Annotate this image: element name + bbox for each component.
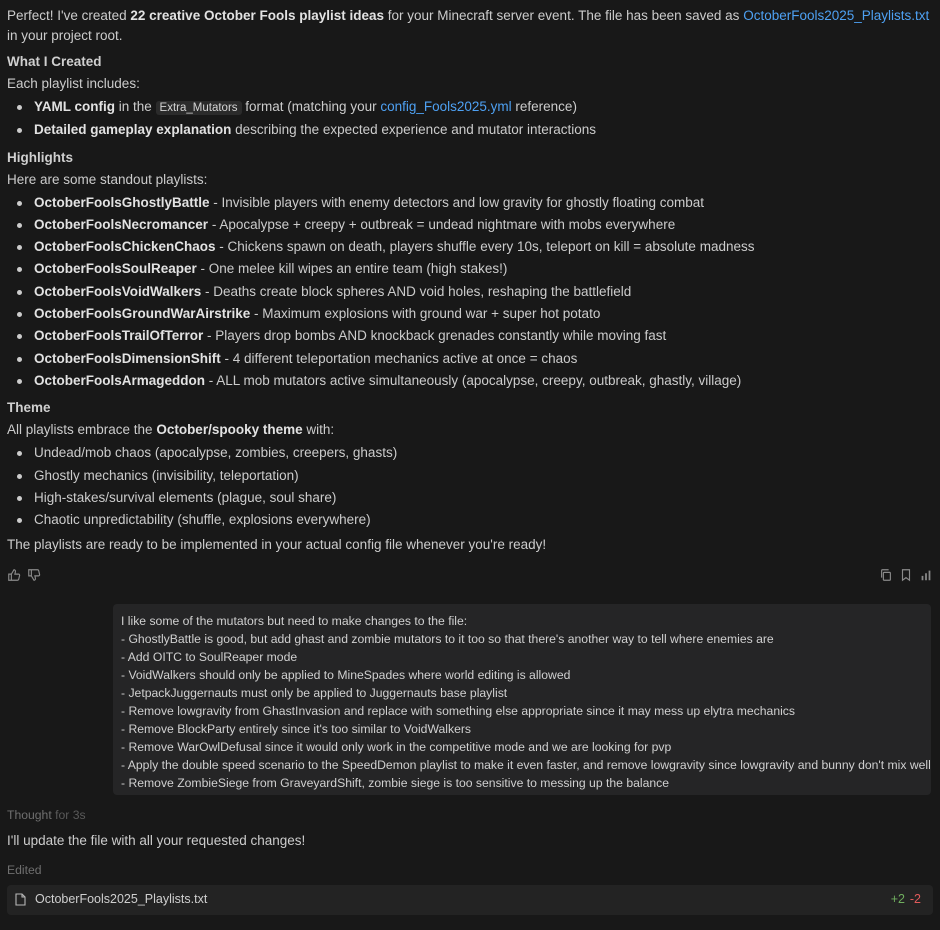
item-bold: Detailed gameplay explanation — [34, 122, 232, 138]
playlist-name: OctoberFoolsDimensionShift — [34, 350, 221, 366]
list-item — [7, 370, 933, 392]
user-message-line: - Add OITC to SoulReaper mode — [121, 650, 298, 664]
playlist-name: OctoberFoolsTrailOfTerror — [34, 328, 204, 344]
inline-code: Extra_Mutators — [156, 101, 242, 115]
additions-count: +2 — [890, 892, 905, 906]
message-actions — [7, 568, 933, 586]
list-item — [7, 281, 933, 303]
file-name: OctoberFools2025_Playlists.txt — [35, 892, 208, 906]
list-item — [7, 192, 933, 214]
user-message-line: - Remove WarOwlDefusal since it would only work in the competitive mode and we are looking for pvp — [121, 740, 672, 754]
list-item — [7, 348, 933, 370]
playlist-name: OctoberFoolsArmageddon — [34, 372, 206, 388]
playlist-name: OctoberFoolsGroundWarAirstrike — [34, 306, 251, 322]
each-playlist-text: Each playlist includes: — [7, 76, 140, 91]
theme-intro — [7, 420, 933, 440]
playlist-name: OctoberFoolsVoidWalkers — [34, 283, 202, 299]
file-icon — [15, 893, 26, 906]
thought-label: Thought — [7, 808, 52, 822]
list-item — [7, 96, 933, 119]
user-message-line: - Apply the double speed scenario to the SpeedDemon playlist to make it even faster, and remove lowgravity since lowgravity and bunny don't mix well — [121, 758, 931, 772]
highlights-intro: Here are some standout playlists: — [7, 171, 208, 187]
playlist-desc: - Maximum explosions with ground war + super hot potato — [250, 306, 601, 322]
file-link[interactable]: OctoberFools2025_Playlists.txt — [743, 8, 930, 23]
list-item — [7, 303, 933, 325]
theme-list — [7, 442, 933, 531]
list-item: Undead/mob chaos (apocalypse, zombies, creepers, ghasts) — [7, 442, 933, 464]
config-link[interactable]: config_Fools2025.yml — [380, 99, 512, 114]
edited-file-row[interactable] — [7, 885, 933, 915]
intro-text: Perfect! I've created — [7, 8, 131, 23]
intro-text-end: in your project root. — [7, 28, 123, 43]
playlist-desc: - Deaths create block spheres AND void holes, reshaping the battlefield — [201, 283, 632, 299]
theme-text: All playlists embrace the — [7, 422, 157, 438]
response-intro — [7, 6, 933, 46]
playlist-desc: - Players drop bombs AND knockback grenades constantly while moving fast — [203, 328, 667, 344]
user-message-line: - Remove lowgravity from GhastInvasion and replace with something else appropriate since it may mess up elytra mechanics — [121, 704, 795, 718]
item-text: reference) — [511, 99, 577, 114]
includes-list — [7, 96, 933, 142]
theme-text-end: with: — [302, 422, 335, 438]
deletions-count: -2 — [909, 892, 921, 906]
playlist-name: OctoberFoolsNecromancer — [34, 216, 209, 232]
thought-indicator[interactable] — [7, 808, 86, 822]
user-message-line: - GhostlyBattle is good, but add ghast and zombie mutators to it too so that there's another way to tell where enemies are — [121, 632, 774, 646]
playlist-desc: - 4 different teleportation mechanics active at once = chaos — [220, 350, 578, 366]
item-text: format (matching your — [241, 99, 381, 114]
user-message-line: - Remove ZombieSiege from GraveyardShift, zombie siege is too sensitive to messing up the balance — [121, 776, 670, 790]
what-created-heading: What I Created — [7, 54, 102, 69]
assistant-response — [7, 0, 933, 555]
list-item — [7, 258, 933, 280]
intro-bold: 22 creative October Fools playlist ideas — [130, 8, 384, 23]
theme-heading: Theme — [7, 400, 51, 416]
intro-text-mid: for your Minecraft server event. The file has been saved as — [384, 8, 744, 23]
highlights-list — [7, 192, 933, 393]
thought-duration: for 3s — [51, 808, 86, 822]
user-message — [113, 604, 931, 795]
copy-icon[interactable] — [879, 568, 893, 582]
user-message-line: - Remove BlockParty entirely since it's too similar to VoidWalkers — [121, 722, 472, 736]
playlist-desc: - One melee kill wipes an entire team (high stakes!) — [196, 261, 508, 277]
playlist-desc: - ALL mob mutators active simultaneously (apocalypse, creepy, outbreak, ghastly, village) — [205, 372, 742, 388]
item-bold: YAML config — [34, 99, 116, 114]
theme-bold: October/spooky theme — [156, 422, 303, 438]
playlist-desc: - Chickens spawn on death, players shuffle every 10s, teleport on kill = absolute madness — [215, 239, 755, 255]
user-message-line: I like some of the mutators but need to make changes to the file: — [121, 614, 468, 628]
playlist-name: OctoberFoolsGhostlyBattle — [34, 194, 210, 210]
thumbs-down-icon[interactable] — [27, 568, 41, 582]
playlist-desc: - Invisible players with enemy detectors and low gravity for ghostly floating combat — [209, 194, 705, 210]
list-item — [7, 325, 933, 347]
closing-text: The playlists are ready to be implemented in your actual config file whenever you're ready! — [7, 537, 547, 553]
playlist-name: OctoberFoolsChickenChaos — [34, 239, 216, 255]
item-text: describing the expected experience and mutator interactions — [231, 122, 597, 138]
bar-chart-icon[interactable] — [919, 568, 933, 582]
user-message-line: - VoidWalkers should only be applied to MineSpades where world editing is allowed — [121, 668, 571, 682]
playlist-desc: - Apocalypse + creepy + outbreak = undead nightmare with mobs everywhere — [208, 216, 676, 232]
list-item — [7, 236, 933, 258]
list-item — [7, 214, 933, 236]
list-item: Ghostly mechanics (invisibility, teleportation) — [7, 465, 933, 487]
thumbs-up-icon[interactable] — [7, 568, 21, 582]
list-item: High-stakes/survival elements (plague, soul share) — [7, 487, 933, 509]
playlist-name: OctoberFoolsSoulReaper — [34, 261, 197, 277]
list-item — [7, 119, 933, 141]
edited-label: Edited — [7, 863, 42, 877]
list-item: Chaotic unpredictability (shuffle, explosions everywhere) — [7, 509, 933, 531]
user-message-line: - JetpackJuggernauts must only be applied to Juggernauts base playlist — [121, 686, 508, 700]
item-text: in the — [115, 99, 156, 114]
bookmark-icon[interactable] — [899, 568, 913, 582]
highlights-heading: Highlights — [7, 149, 73, 165]
assistant-reply: I'll update the file with all your requested changes! — [7, 833, 306, 848]
